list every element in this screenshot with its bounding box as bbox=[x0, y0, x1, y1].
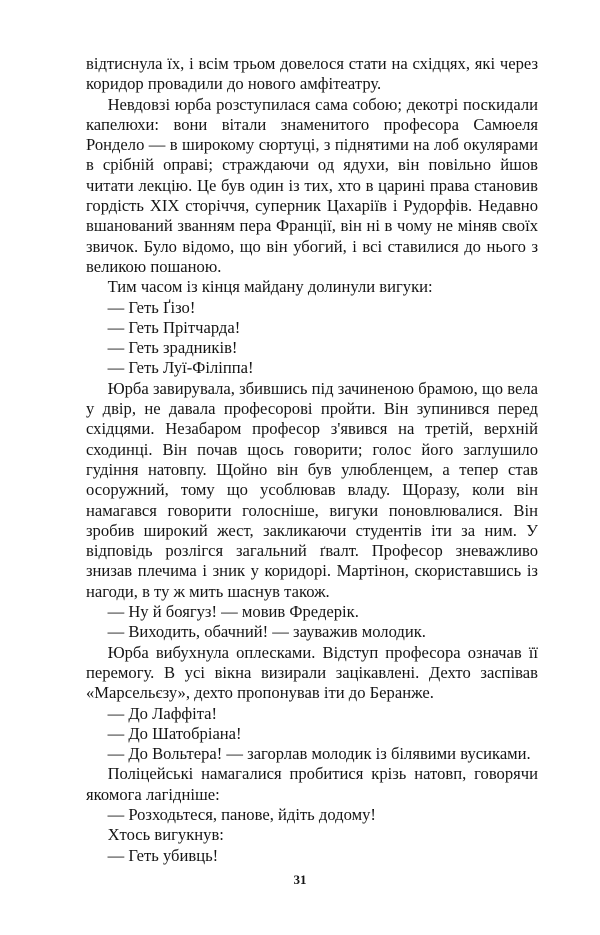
dialogue-line: — Ну й боягуз! — мовив Фредерік. bbox=[107, 602, 359, 622]
paragraph: відтиснула їх, і всім трьом довелося стати на східцях, які через коридор провадили до нового амфітеатру. bbox=[86, 54, 538, 94]
dialogue-line: — Геть убивць! bbox=[107, 845, 219, 865]
dialogue-line: — До Лаффіта! bbox=[107, 703, 218, 723]
paragraph: Поліцейські намагалися пробитися крізь натовп, говорячи якомога лагідніше: bbox=[86, 764, 538, 804]
dialogue-line: — Розходьтеся, панове, йдіть додому! bbox=[107, 804, 376, 824]
body-text bbox=[86, 54, 538, 866]
dialogue-line: — Геть Прітчарда! bbox=[107, 317, 241, 337]
dialogue-line: — Геть Ґізо! bbox=[107, 297, 196, 317]
book-page bbox=[86, 54, 538, 866]
paragraph: Хтось вигукнув: bbox=[107, 825, 224, 845]
dialogue-line: — Геть Луї-Філіппа! bbox=[107, 358, 254, 378]
paragraph: Тим часом із кінця майдану долинули вигуки: bbox=[107, 277, 433, 297]
dialogue-line: — До Шатобріана! bbox=[107, 723, 242, 743]
paragraph: Юрба вибухнула оплесками. Відступ професора означав її перемогу. В усі вікна визирали зацікавлені. Дехто заспівав «Марсельєзу», дехто пропонував іти до Беранже. bbox=[86, 642, 538, 703]
page-number: 31 bbox=[293, 872, 307, 887]
paragraph: Невдовзі юрба розступилася сама собою; декотрі поскидали капелюхи: вони вітали знаменитого професора Самюеля Рондело — в широкому сюртуці, з піднятими на лоб окулярами в срібній оправі; страждаючи од ядухи, він повільно йшов читати лекцію. Це був один із тих, хто в царині права становив гордість XIX сторіччя, суперник Цахаріїв і Рудорфів. Недавно вшанований званням пера Франції, він ні в чому не міняв своїх звичок. Було відомо, що він убогий, і всі ставилися до нього з великою пошаною. bbox=[86, 94, 538, 276]
dialogue-line: — Виходить, обачний! — зауважив молодик. bbox=[107, 622, 426, 642]
dialogue-line: — До Вольтера! — загорлав молодик із білявими вусиками. bbox=[107, 744, 531, 764]
paragraph: Юрба завирувала, збившись під зачиненою брамою, що вела у двір, не давала професорові пройти. Він зупинився перед східцями. Незабаром професор з'явився на третій, верхній сходинці. Він почав щось говорити; голос його заглушило гудіння натовпу. Щойно він був улюбленцем, а тепер став осоружний, тому що усоблював владу. Щоразу, коли він намагався говорити голосніше, вигуки поновлювалися. Він зробив широкий жест, закликаючи студентів іти за ним. У відповідь розлігся загальний ґвалт. Професор зневажливо знизав плечима і зник у коридорі. Мартінон, скориставшись із нагоди, в ту ж мить шаснув також. bbox=[86, 378, 538, 601]
dialogue-line: — Геть зрадників! bbox=[107, 338, 238, 358]
